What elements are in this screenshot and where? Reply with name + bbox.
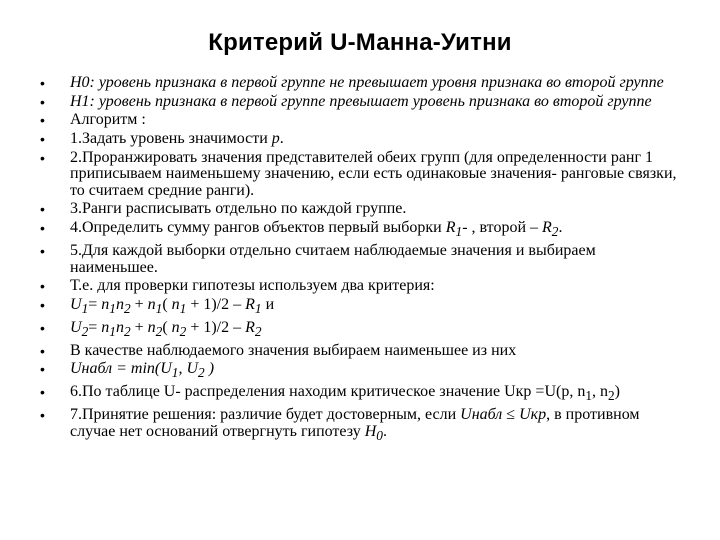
subscript: 1 (109, 323, 116, 339)
text-segment: H (364, 422, 377, 440)
bullet-icon: • (40, 319, 45, 336)
list-item (40, 131, 680, 148)
subscript: 2 (551, 224, 559, 240)
text-segment: n (147, 295, 156, 313)
text-segment: p (271, 130, 280, 148)
text-segment: n (147, 318, 156, 336)
list-item (40, 343, 680, 360)
text-segment: Uкр (515, 406, 547, 424)
list-item (40, 75, 680, 92)
text-segment: n (115, 295, 124, 313)
text-segment: n (101, 295, 110, 313)
bullet-icon: • (40, 243, 45, 259)
text-segment: 2.Проранжировать значения представителей обеих групп (для определенности ранг 1 приписываем наименьшему значению, если есть одинаковые значения- ранговые связки, то считаем средние ранги). (70, 148, 677, 199)
bullet-list (40, 75, 680, 446)
text-segment: + (130, 295, 148, 313)
text-segment: U (70, 295, 82, 313)
bullet-icon: • (40, 342, 45, 359)
subscript: 1 (254, 301, 262, 317)
text-segment: + 1)/2 – (186, 318, 246, 336)
subscript: 1 (155, 301, 163, 317)
text-segment: 4.Определить сумму рангов объектов первый выборки (70, 219, 446, 237)
text-segment: и (261, 295, 275, 313)
text-segment: 5.Для каждой выборки отдельно считаем наблюдаемые значения и выбираем наименьшее. (70, 242, 596, 276)
subscript: 2 (123, 301, 131, 317)
subscript: 2 (608, 388, 615, 404)
list-item (40, 297, 680, 318)
text-segment: . (558, 219, 563, 237)
text-segment: 3.Ранги расписывать отдельно по каждой группе. (70, 200, 407, 218)
text-segment: = (88, 318, 102, 336)
text-segment: n (171, 295, 180, 313)
text-segment: ( (162, 295, 172, 313)
list-item (40, 243, 680, 276)
subscript: 2 (179, 323, 187, 339)
bullet-icon: • (40, 112, 45, 129)
subscript: 2 (81, 323, 89, 339)
text-segment: - , второй – (462, 219, 543, 237)
text-segment: , в противном случае нет оснований отвергнуть гипотезу (70, 406, 640, 440)
text-segment: 6.По таблице U- распределения находим критическое значение Uкр =U(p, n (70, 383, 586, 401)
list-item (40, 361, 680, 382)
text-segment: . (279, 130, 284, 148)
bullet-icon: • (40, 296, 45, 313)
text-segment: R (542, 219, 552, 237)
text-segment: . (382, 422, 387, 440)
list-item (40, 384, 680, 405)
list-item (40, 220, 680, 241)
text-segment: Т.е. для проверки гипотезы используем два критерия: (70, 277, 435, 295)
list-item (40, 112, 680, 129)
text-segment: n (171, 318, 180, 336)
bullet-icon: • (40, 278, 45, 295)
subscript: 2 (254, 323, 262, 339)
subscript: 1 (109, 301, 116, 317)
list-item (40, 320, 680, 341)
text-segment: n (101, 318, 110, 336)
bullet-icon: • (40, 149, 45, 166)
text-segment: 7.Принятие решения: различие будет достоверным, если (70, 406, 461, 424)
list-item (40, 407, 680, 444)
subscript: 2 (198, 365, 205, 381)
text-segment: n (115, 318, 124, 336)
list-item (40, 94, 680, 111)
text-segment: + 1)/2 – (186, 295, 246, 313)
subscript: 1 (455, 224, 463, 240)
list-item (40, 150, 680, 200)
text-segment: , U (178, 360, 199, 378)
bullet-icon: • (40, 220, 45, 237)
bullet-icon: • (40, 384, 45, 401)
subscript: 1 (585, 388, 592, 404)
text-segment: Uнабл = min(U (70, 360, 172, 378)
subscript: 2 (123, 323, 131, 339)
subscript: 0 (376, 427, 383, 443)
text-segment: R (245, 295, 255, 313)
text-segment: ) (204, 360, 215, 378)
text-segment: ≤ (506, 406, 516, 424)
list-item (40, 201, 680, 218)
subscript: 1 (179, 301, 187, 317)
text-segment: R (445, 219, 456, 237)
bullet-icon: • (40, 201, 45, 218)
text-segment: Алгоритм : (70, 111, 146, 129)
bullet-icon: • (40, 75, 45, 91)
bullet-icon: • (40, 361, 45, 378)
text-segment: = (88, 295, 102, 313)
text-segment: 1.Задать уровень значимости (70, 130, 272, 148)
bullet-icon: • (40, 131, 45, 148)
list-item (40, 278, 680, 295)
bullet-icon: • (40, 407, 45, 424)
text-segment: + (130, 318, 148, 336)
text-segment: , n (592, 383, 608, 401)
text-segment: ( (162, 318, 172, 336)
text-segment: В качестве наблюдаемого значения выбираем наименьшее из них (70, 341, 517, 359)
bullet-icon: • (40, 93, 45, 110)
text-segment: ) (614, 383, 620, 401)
text-segment: R (245, 318, 255, 336)
slide-title: Критерий U-Манна-Уитни (208, 29, 512, 56)
subscript: 2 (155, 323, 163, 339)
text-segment: Uнабл (460, 406, 507, 424)
text-segment: U (70, 318, 82, 336)
text-segment: H1: уровень признака в первой группе превышает уровень признака во второй группе (70, 92, 652, 110)
subscript: 1 (81, 301, 89, 317)
text-segment: H0: уровень признака в первой группе не превышает уровня признака во второй группе (70, 74, 664, 91)
subscript: 1 (171, 365, 179, 381)
